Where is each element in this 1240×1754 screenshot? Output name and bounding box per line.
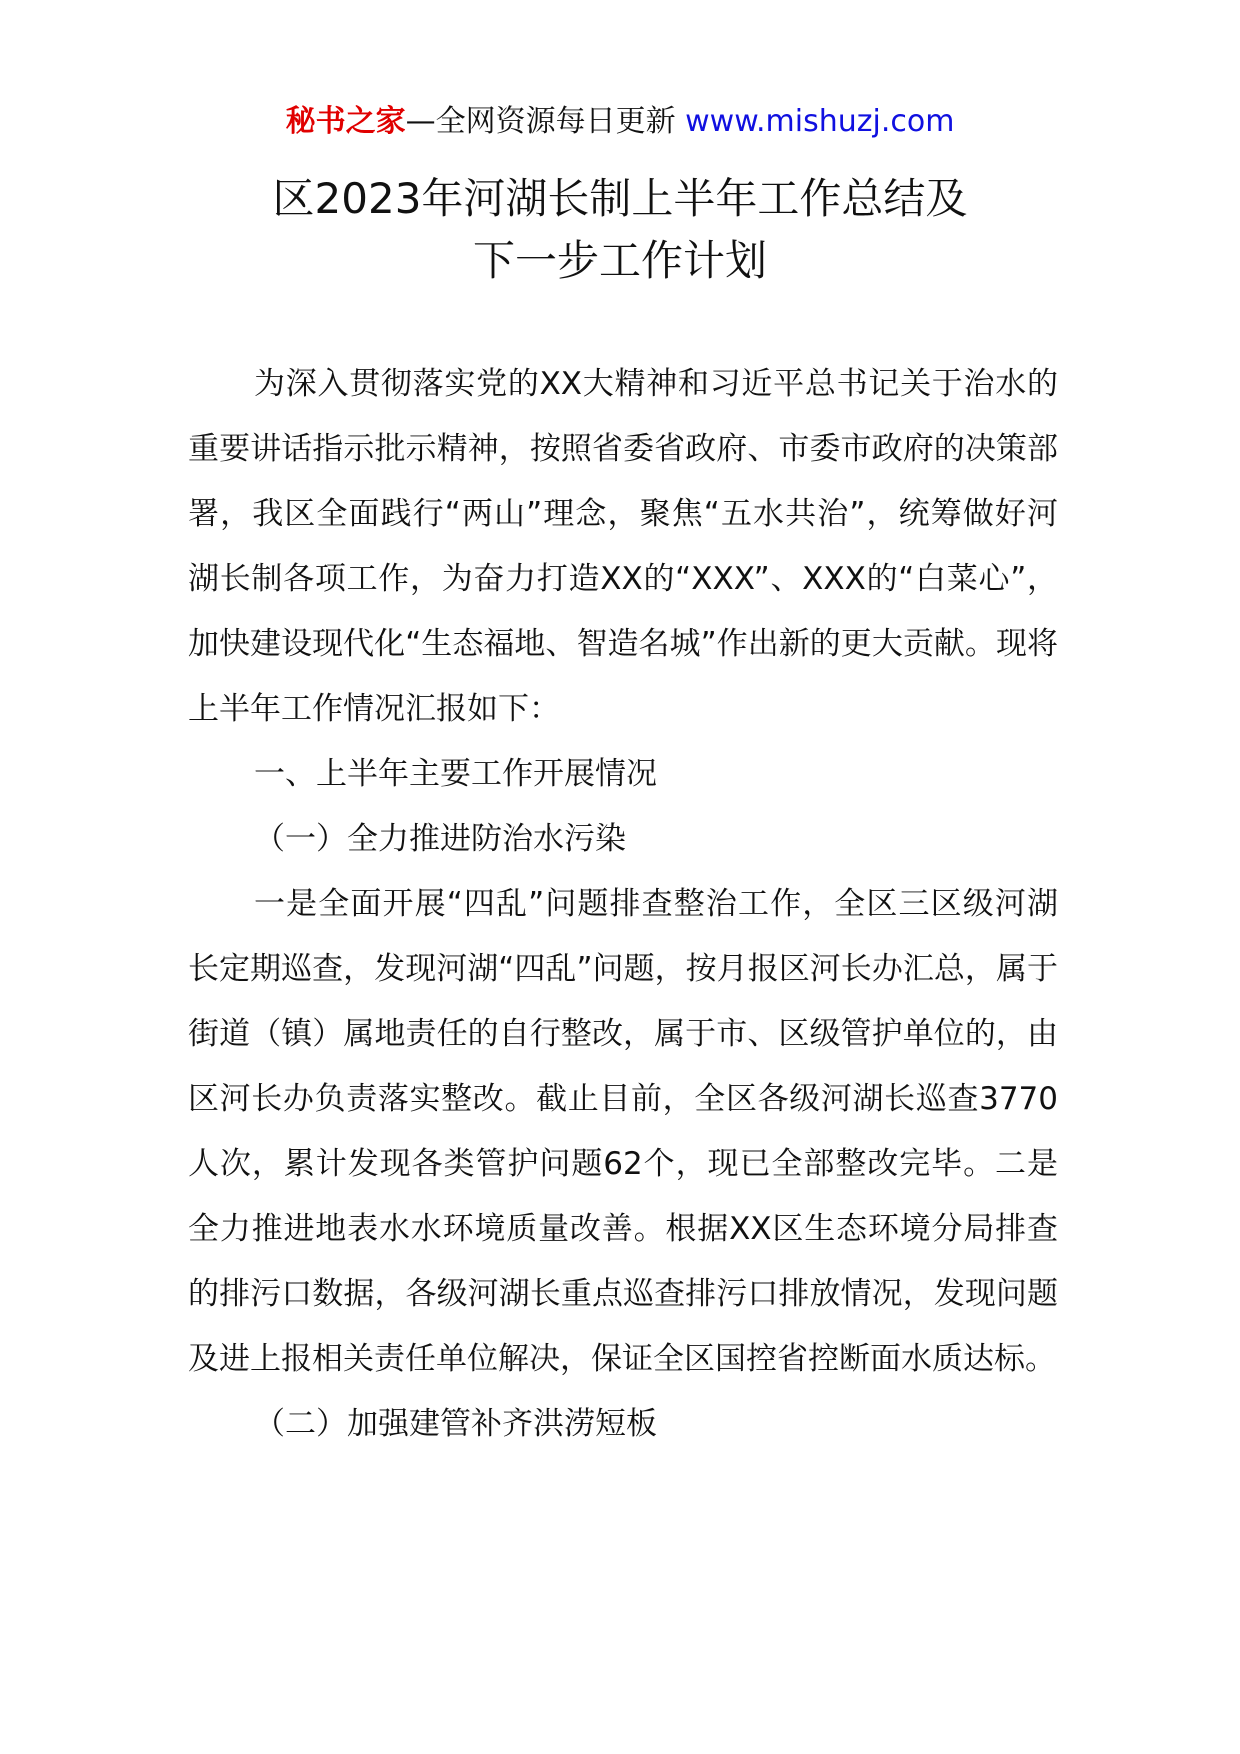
- subsection-heading-1: （一）全力推进防治水污染: [254, 821, 626, 857]
- section-heading-1: 一、上半年主要工作开展情况: [254, 756, 657, 792]
- title-line-1: 区2023年河湖长制上半年工作总结及: [272, 174, 968, 223]
- title-line-2: 下一步工作计划: [472, 236, 767, 285]
- slogan: —全网资源每日更新: [405, 104, 676, 139]
- document-title: [0, 168, 1240, 292]
- site-url-link[interactable]: www.mishuzj.com: [685, 104, 955, 139]
- brand-name: 秘书之家: [285, 104, 406, 139]
- site-header: [0, 102, 1240, 142]
- intro-paragraph: 为深入贯彻落实党的XX大精神和习近平总书记关于治水的重要讲话指示批示精神，按照省委省政府、市委市政府的决策部署，我区全面践行“两山”理念，聚焦“五水共治”，统筹做好河湖长制各项工作，为奋力打造XX的“XXX”、XXX的“白菜心”，加快建设现代化“生态福地、智造名城”作出新的更大贡献。现将上半年工作情况汇报如下：: [188, 366, 1058, 727]
- body-paragraph: 一是全面开展“四乱”问题排查整治工作，全区三区级河湖长定期巡查，发现河湖“四乱”问题，按月报区河长办汇总，属于街道（镇）属地责任的自行整改，属于市、区级管护单位的，由区河长办负责落实整改。截止目前，全区各级河湖长巡查3770人次，累计发现各类管护问题62个，现已全部整改完毕。二是全力推进地表水水环境质量改善。根据XX区生态环境分局排查的排污口数据，各级河湖长重点巡查排污口排放情况，发现问题及进上报相关责任单位解决，保证全区国控省控断面水质达标。: [188, 886, 1058, 1377]
- document-body: [188, 352, 1058, 1457]
- subsection-heading-2: （二）加强建管补齐洪涝短板: [254, 1406, 657, 1442]
